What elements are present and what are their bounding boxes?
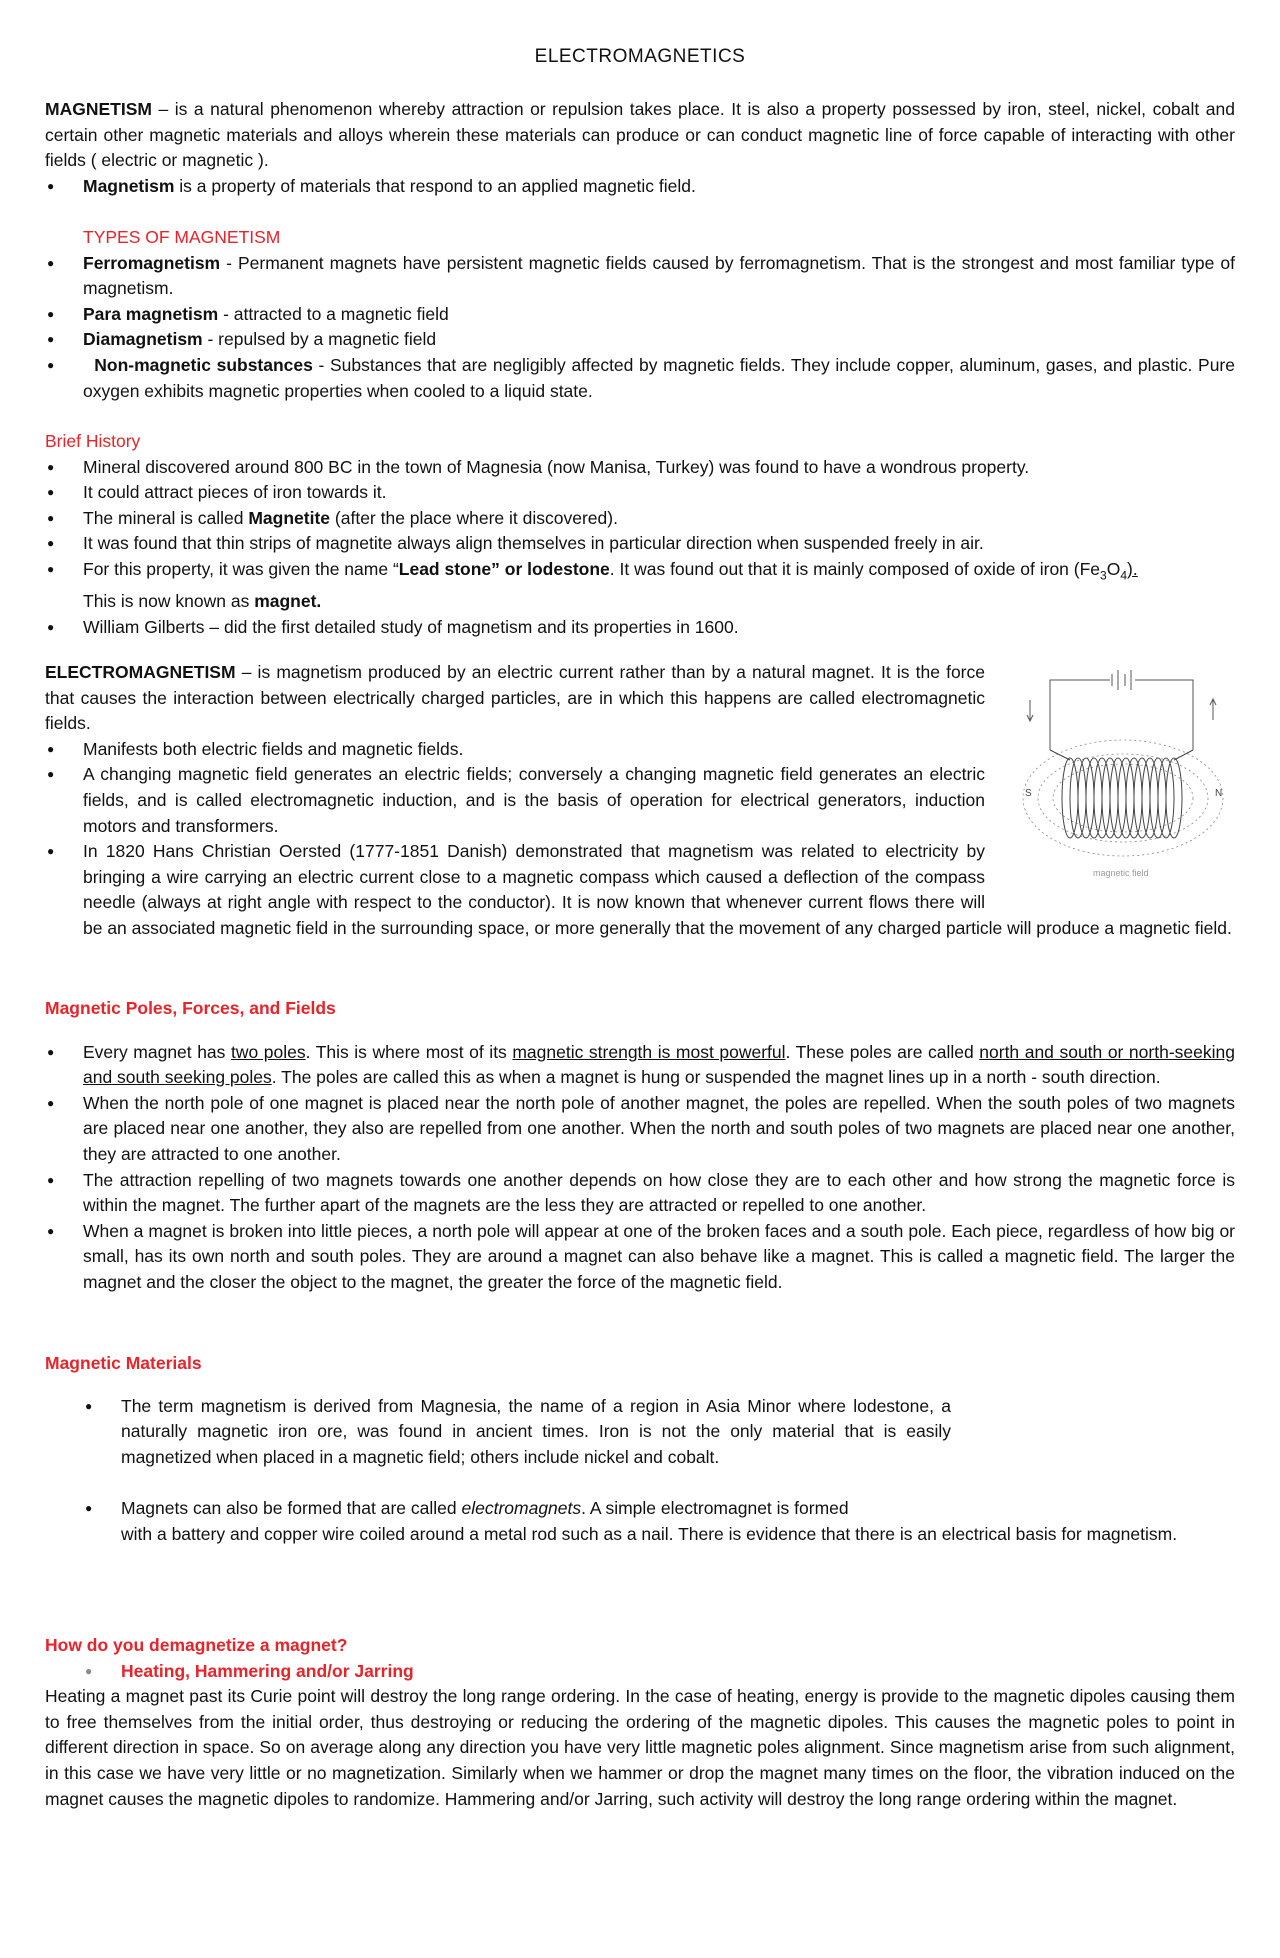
- history-text: ).: [1127, 558, 1138, 579]
- bullet-text: is a property of materials that respond to an applied magnetic field.: [174, 175, 696, 196]
- poles-text: . These poles are called: [785, 1041, 980, 1062]
- list-item: ● William Gilberts – did the first detailed study of magnetism and its properties in 1600.: [45, 615, 1235, 641]
- poles-text: Every magnet has: [83, 1041, 231, 1062]
- list-item: [45, 327, 1235, 353]
- history-text: The mineral is called: [83, 507, 249, 528]
- list-item: [45, 174, 1235, 200]
- list-item: ● The attraction repelling of two magnets towards one another depends on how close they are to each other and how strong the magnetic force is within the magnet. The further apart of the magnets are the less they are attracted or repelled to one another.: [45, 1168, 1235, 1219]
- electromagnetism-term: ELECTROMAGNETISM: [45, 662, 236, 682]
- history-text: For this property, it was given the name “: [83, 558, 399, 579]
- list-item: ● When a magnet is broken into little pieces, a north pole will appear at one of the broken faces and a south pole. Each piece, regardless of how big or small, has its own north and south poles. They are around a magnet can also behave like a magnet. This is called a magnetic field. The larger the magnet and the closer the object to the magnet, the greater the force of the magnetic field.: [45, 1219, 1235, 1296]
- subscript: 3: [1100, 568, 1107, 583]
- list-item: [45, 353, 1235, 404]
- list-item: [45, 506, 1235, 532]
- poles-underline: two poles: [230, 1041, 306, 1062]
- page-title: ELECTROMAGNETICS: [534, 46, 746, 67]
- list-item: [45, 302, 1235, 328]
- history-bold: Magnetite: [248, 507, 331, 528]
- list-item: ● When the north pole of one magnet is placed near the north pole of another magnet, the poles are repelled. When the south poles of two magnets are placed near one another, they also are repelled from one another. When the north and south poles of two magnets are placed near one another, they are attracted to one another.: [45, 1091, 1235, 1168]
- history-text: . It was found out that it is mainly composed of oxide of iron (Fe: [609, 558, 1101, 579]
- history-heading: Brief History: [45, 431, 141, 451]
- circuit-wire-left: [1050, 680, 1110, 738]
- type-text: - repulsed by a magnetic field: [202, 329, 437, 350]
- materials-heading: Magnetic Materials: [45, 1353, 202, 1373]
- materials-text: . A simple electromagnet is formed: [581, 1498, 849, 1519]
- materials-section: [45, 1351, 1235, 1548]
- list-item: ● Mineral discovered around 800 BC in the town of Magnesia (now Manisa, Turkey) was found to have a wondrous property.: [45, 455, 1235, 481]
- subscript: 4: [1120, 568, 1128, 583]
- history-bold: magnet.: [254, 591, 322, 612]
- list-item: [45, 1040, 1235, 1091]
- type-text: - Permanent magnets have persistent magnetic fields caused by ferromagnetism. That is the strongest and most familiar type of magnetism.: [83, 252, 1235, 299]
- list-item: ● It was found that thin strips of magnetite always align themselves in particular direction when suspended freely in air.: [45, 531, 1235, 557]
- types-heading: TYPES OF MAGNETISM: [83, 227, 281, 247]
- materials-text: Magnets can also be formed that are called: [121, 1498, 462, 1519]
- type-term: Diamagnetism: [83, 329, 203, 350]
- circuit-wire-right: [1135, 680, 1193, 738]
- history-section: [45, 429, 1235, 640]
- list-item: ● Manifests both electric fields and magnetic fields.: [45, 737, 1235, 763]
- type-term: Ferromagnetism: [83, 252, 221, 273]
- list-item: [45, 557, 1235, 615]
- type-term: Non-magnetic substances: [94, 354, 313, 375]
- list-item: [45, 1496, 1235, 1547]
- poles-underline: north and south or north-seeking and south seeking poles: [83, 1041, 1235, 1088]
- materials-text: with a battery and copper wire coiled around a metal rod such as a nail. There is evidence that there is an electrical basis for magnetism.: [121, 1523, 1178, 1544]
- materials-italic: electromagnets: [461, 1498, 582, 1519]
- poles-underline: magnetic strength is most powerful: [512, 1041, 786, 1062]
- type-term: Para magnetism: [83, 303, 219, 324]
- magnetism-section: [45, 97, 1235, 199]
- south-pole-label: S: [1025, 788, 1032, 799]
- electromagnet-figure: [1015, 668, 1237, 888]
- list-item: [45, 251, 1235, 302]
- demagnetize-paragraph: Heating a magnet past its Curie point will destroy the long range ordering. In the case of heating, energy is provide to the magnetic dipoles causing them to free themselves from the initial order, thus destroying or reducing the ordering of the magnetic dipoles. This causes the magnetic poles to point in different direction in space. So on average along any direction you have very little magnetic poles alignment. Since magnetism arise from such alignment, in this case we have very little or no magnetization. Similarly when we hammer or drop the magnet many times on the floor, the vibration induced on the magnet causes the magnetic dipoles to randomize. Hammering and/or Jarring, such activity will destroy the long range ordering within the magnet.: [45, 1686, 1235, 1809]
- types-section: [45, 225, 1235, 404]
- history-text: This is now known as: [83, 591, 255, 612]
- history-bold: Lead stone” or lodestone: [398, 558, 610, 579]
- magnetism-term: MAGNETISM: [45, 99, 152, 119]
- history-text: O: [1106, 558, 1121, 579]
- demagnetize-section: [45, 1633, 1235, 1812]
- magnetism-definition: [45, 97, 1235, 174]
- figure-caption: magnetic field: [1093, 868, 1149, 878]
- type-text: - attracted to a magnetic field: [218, 303, 449, 324]
- demagnetize-subheading: ● Heating, Hammering and/or Jarring: [45, 1659, 1235, 1685]
- poles-section: [45, 996, 1235, 1296]
- magnetism-definition-text: – is a natural phenomenon whereby attraction or repulsion takes place. It is also a property possessed by iron, steel, nickel, cobalt and certain other magnetic materials and alloys wherein these materials can produce or can conduct magnetic line of force capable of interacting with other fields ( electric or magnetic ).: [45, 99, 1235, 171]
- poles-text: . The poles are called this as when a magnet is hung or suspended the magnet lines up in a north - south direction.: [271, 1067, 1161, 1088]
- demagnetize-heading: How do you demagnetize a magnet?: [45, 1635, 348, 1655]
- north-pole-label: N: [1215, 788, 1223, 799]
- history-text: (after the place where it discovered).: [330, 507, 618, 528]
- coil-lead: [1050, 750, 1070, 760]
- list-item: ● The term magnetism is derived from Magnesia, the name of a region in Asia Minor where lodestone, a naturally magnetic iron ore, was found in ancient times. Iron is not the only material that is easily magnetized when placed in a magnetic field; others include nickel and cobalt.: [45, 1394, 951, 1471]
- poles-text: . This is where most of its: [305, 1041, 513, 1062]
- list-item: ● A changing magnetic field generates an electric fields; conversely a changing magnetic field generates an electric fields, and is called electromagnetic induction, and is the basis of operation for electrical generators, induction motors and transformers.: [45, 762, 1235, 839]
- poles-heading: Magnetic Poles, Forces, and Fields: [45, 998, 336, 1018]
- electromagnetism-definition-text: – is magnetism produced by an electric current rather than by a natural magnet. It is the force that causes the interaction between electrically charged particles, are in which this happens are called electromagnetic fields.: [45, 662, 985, 734]
- list-item: ● It could attract pieces of iron towards it.: [45, 480, 1235, 506]
- bullet-term: Magnetism: [83, 175, 175, 196]
- list-item: ● In 1820 Hans Christian Oersted (1777-1851 Danish) demonstrated that magnetism was related to electricity by bringing a wire carrying an electric current close to a magnetic compass which caused a deflection of the compass needle (always at right angle with respect to the conductor). It is now known that whenever current flows there will be an associated magnetic field in the surrounding space, or more generally that the movement of any charged particle will produce a magnetic field.: [45, 839, 1235, 941]
- type-text: - Substances that are negligibly affected by magnetic fields. They include copper, aluminum, gases, and plastic. Pure oxygen exhibits magnetic properties when cooled to a liquid state.: [83, 354, 1235, 401]
